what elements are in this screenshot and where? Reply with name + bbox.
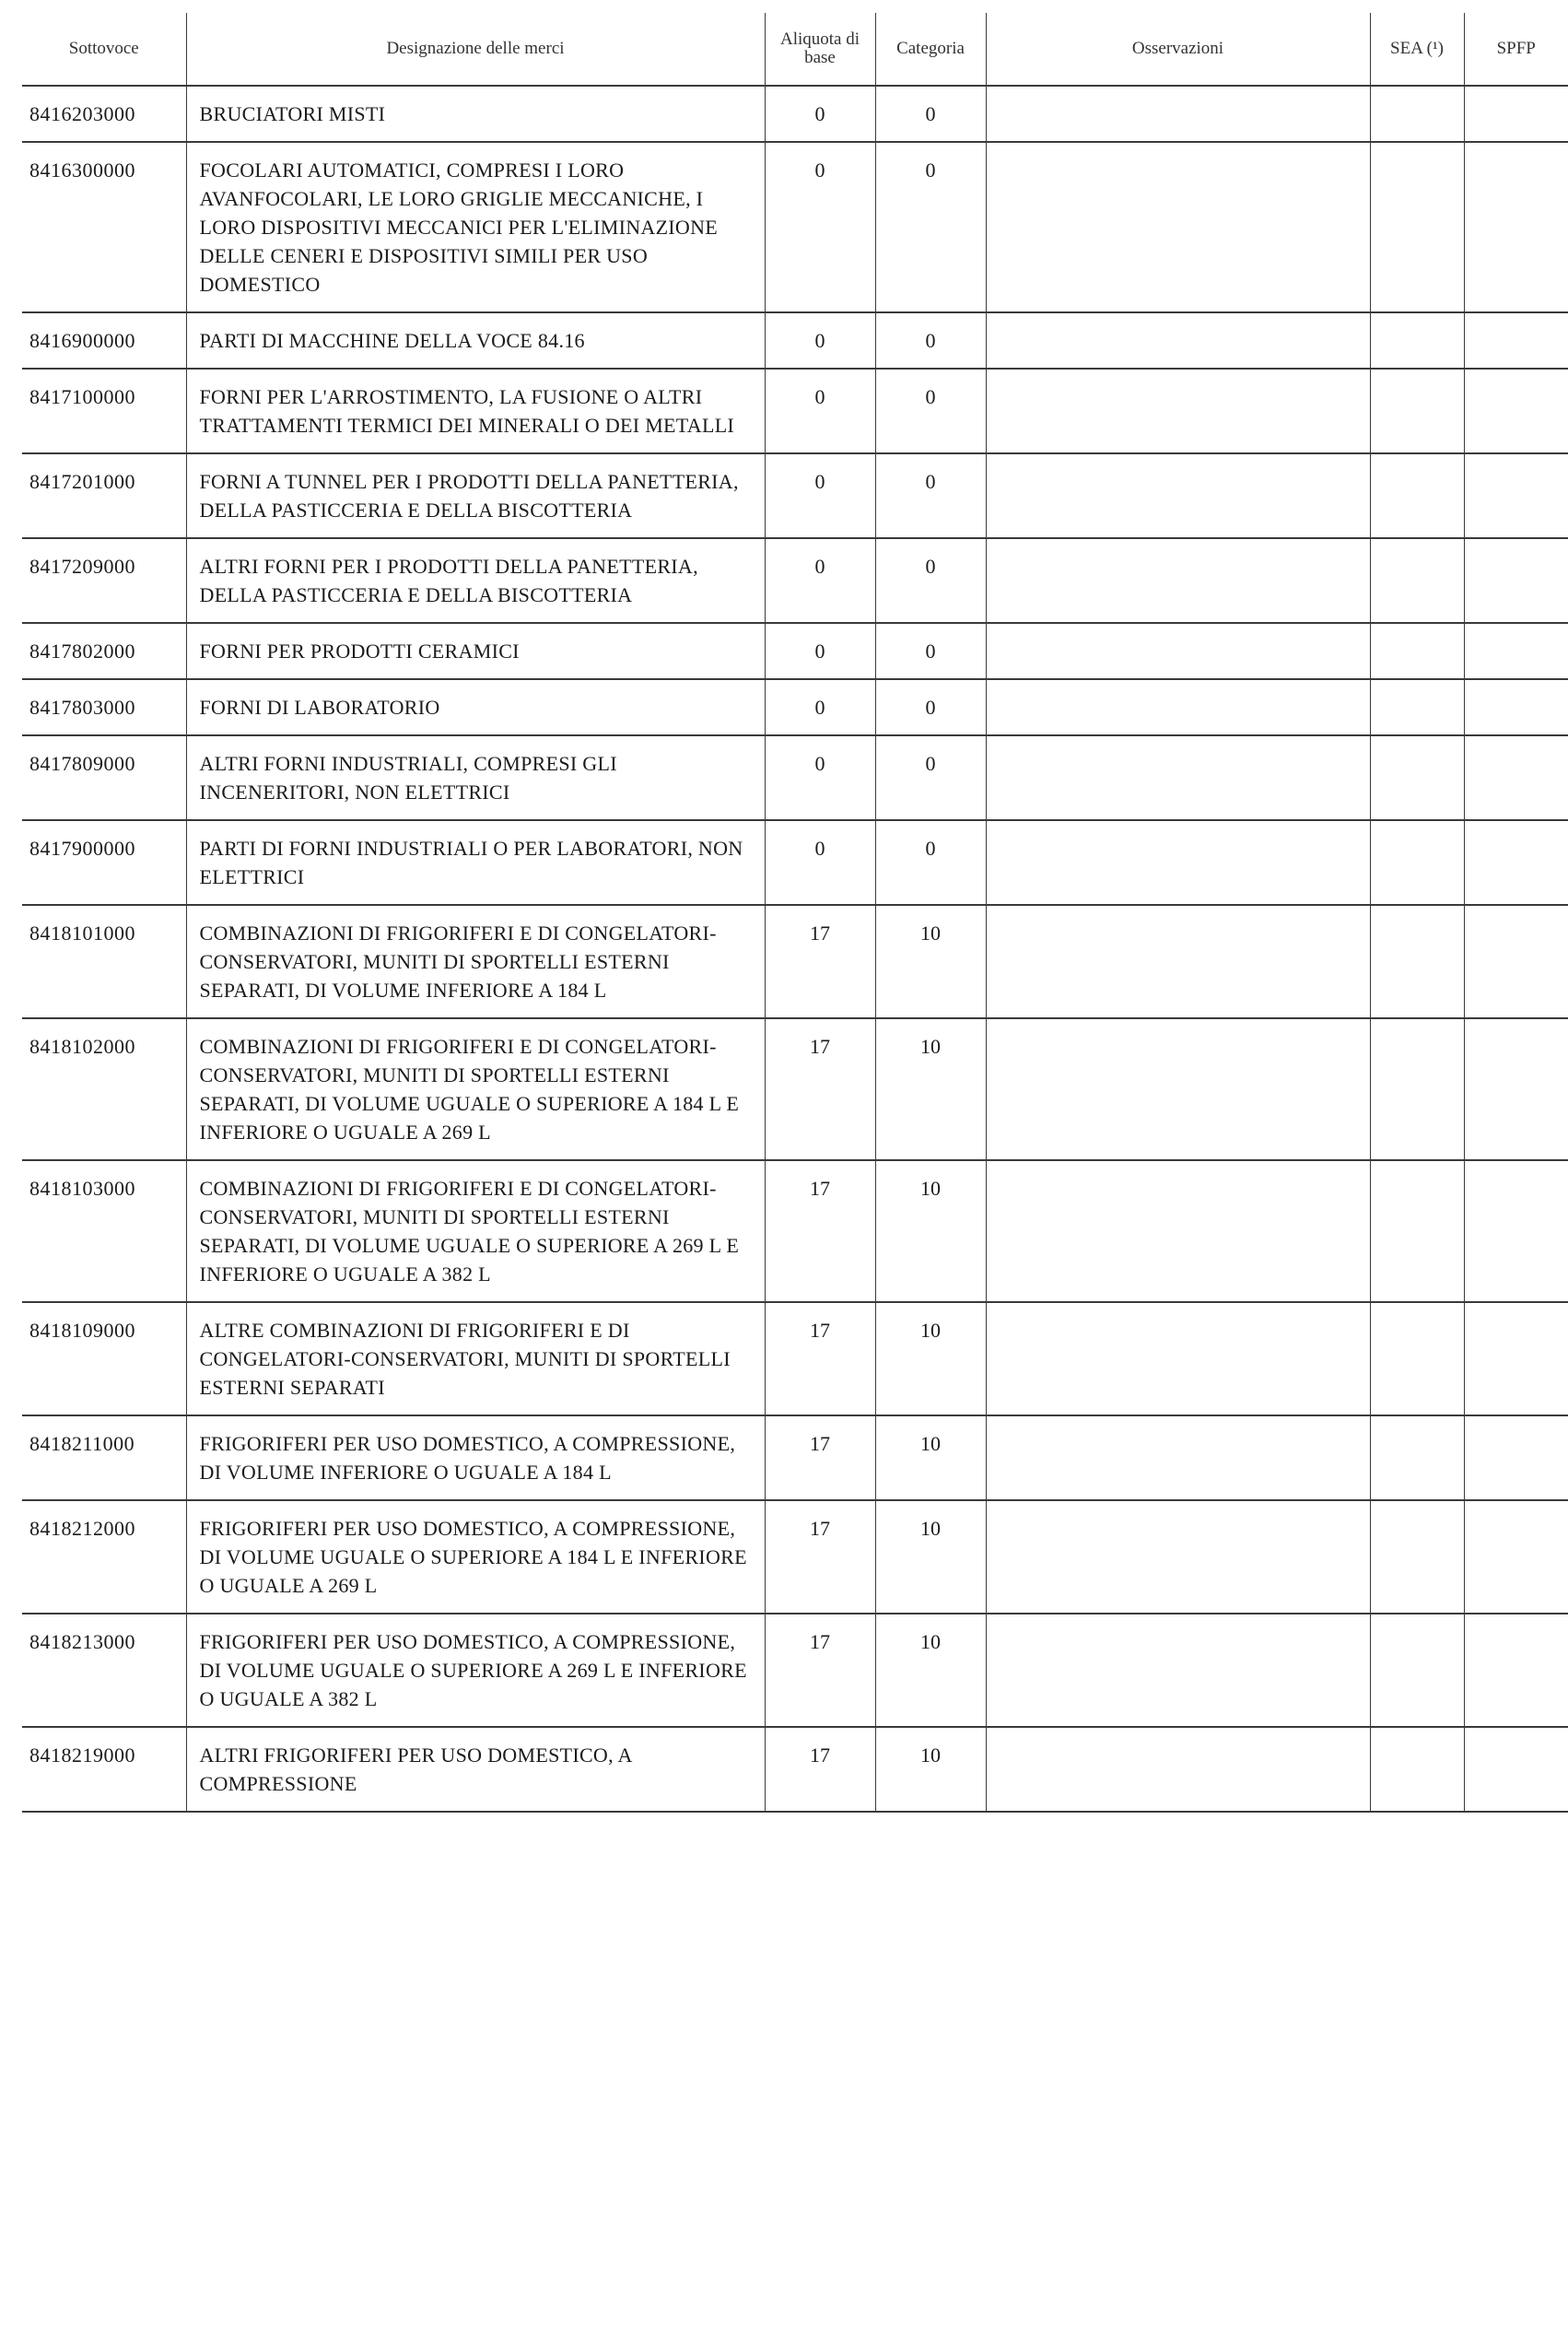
cell-osservazioni [986,1500,1370,1614]
cell-sea [1370,369,1464,453]
table-row [22,820,1568,905]
cell-sea [1370,905,1464,1018]
cell-spfp [1464,1018,1568,1160]
cell-spfp [1464,538,1568,623]
table-row [22,735,1568,820]
cell-designazione: ALTRI FORNI INDUSTRIALI, COMPRESI GLI INCENERITORI, NON ELETTRICI [186,735,765,820]
cell-designazione: FORNI PER PRODOTTI CERAMICI [186,623,765,679]
header-row [22,13,1568,86]
cell-sea [1370,312,1464,369]
cell-aliquota: 0 [765,86,875,142]
cell-categoria: 10 [875,1614,986,1727]
cell-sottovoce: 8418102000 [22,1018,186,1160]
table-row [22,679,1568,735]
cell-categoria: 0 [875,369,986,453]
cell-sottovoce: 8418212000 [22,1500,186,1614]
table-row [22,905,1568,1018]
table-body [22,86,1568,1812]
cell-designazione: FORNI PER L'ARROSTIMENTO, LA FUSIONE O ALTRI TRATTAMENTI TERMICI DEI MINERALI O DEI METALLI [186,369,765,453]
cell-spfp [1464,1614,1568,1727]
cell-sottovoce: 8417100000 [22,369,186,453]
cell-sea [1370,1500,1464,1614]
cell-sottovoce: 8417900000 [22,820,186,905]
cell-designazione: PARTI DI FORNI INDUSTRIALI O PER LABORATORI, NON ELETTRICI [186,820,765,905]
tariff-table [22,13,1568,1813]
cell-categoria: 10 [875,1160,986,1302]
cell-sottovoce: 8417803000 [22,679,186,735]
cell-designazione: ALTRI FRIGORIFERI PER USO DOMESTICO, A COMPRESSIONE [186,1727,765,1812]
cell-aliquota: 0 [765,538,875,623]
cell-osservazioni [986,820,1370,905]
cell-categoria: 0 [875,820,986,905]
cell-sea [1370,1302,1464,1415]
cell-designazione: COMBINAZIONI DI FRIGORIFERI E DI CONGELATORI-CONSERVATORI, MUNITI DI SPORTELLI ESTERNI SEPARATI, DI VOLUME INFERIORE A 184 L [186,905,765,1018]
cell-aliquota: 17 [765,1415,875,1500]
cell-sea [1370,1415,1464,1500]
cell-categoria: 0 [875,735,986,820]
cell-sea [1370,86,1464,142]
cell-spfp [1464,623,1568,679]
cell-osservazioni [986,1018,1370,1160]
cell-designazione: FRIGORIFERI PER USO DOMESTICO, A COMPRESSIONE, DI VOLUME UGUALE O SUPERIORE A 269 L E INFERIORE O UGUALE A 382 L [186,1614,765,1727]
cell-aliquota: 0 [765,679,875,735]
table-row [22,86,1568,142]
header-sottovoce: Sottovoce [22,13,186,86]
cell-categoria: 0 [875,538,986,623]
cell-categoria: 10 [875,1018,986,1160]
header-categoria: Categoria [875,13,986,86]
cell-sea [1370,1727,1464,1812]
cell-sottovoce: 8416300000 [22,142,186,312]
cell-sea [1370,1614,1464,1727]
cell-sottovoce: 8418213000 [22,1614,186,1727]
cell-aliquota: 0 [765,453,875,538]
cell-sea [1370,679,1464,735]
table-row [22,1302,1568,1415]
cell-spfp [1464,820,1568,905]
cell-osservazioni [986,1160,1370,1302]
cell-designazione: ALTRE COMBINAZIONI DI FRIGORIFERI E DI CONGELATORI-CONSERVATORI, MUNITI DI SPORTELLI ESTERNI SEPARATI [186,1302,765,1415]
cell-sottovoce: 8418109000 [22,1302,186,1415]
header-designazione: Designazione delle merci [186,13,765,86]
cell-sea [1370,735,1464,820]
cell-osservazioni [986,623,1370,679]
cell-categoria: 10 [875,1302,986,1415]
cell-aliquota: 17 [765,1302,875,1415]
cell-aliquota: 0 [765,820,875,905]
cell-categoria: 10 [875,1500,986,1614]
header-aliquota: Aliquota di base [765,13,875,86]
cell-sea [1370,623,1464,679]
cell-osservazioni [986,538,1370,623]
cell-sottovoce: 8416203000 [22,86,186,142]
cell-spfp [1464,905,1568,1018]
cell-aliquota: 0 [765,735,875,820]
cell-designazione: FRIGORIFERI PER USO DOMESTICO, A COMPRESSIONE, DI VOLUME UGUALE O SUPERIORE A 184 L E INFERIORE O UGUALE A 269 L [186,1500,765,1614]
cell-spfp [1464,312,1568,369]
table-row [22,1415,1568,1500]
cell-sottovoce: 8418219000 [22,1727,186,1812]
table-row [22,1614,1568,1727]
cell-sottovoce: 8416900000 [22,312,186,369]
cell-spfp [1464,1302,1568,1415]
cell-designazione: FORNI A TUNNEL PER I PRODOTTI DELLA PANETTERIA, DELLA PASTICCERIA E DELLA BISCOTTERIA [186,453,765,538]
cell-sottovoce: 8418211000 [22,1415,186,1500]
table-row [22,538,1568,623]
cell-sea [1370,453,1464,538]
cell-sottovoce: 8417201000 [22,453,186,538]
cell-osservazioni [986,1415,1370,1500]
cell-aliquota: 17 [765,1727,875,1812]
cell-osservazioni [986,86,1370,142]
cell-sottovoce: 8417802000 [22,623,186,679]
cell-aliquota: 17 [765,1614,875,1727]
cell-sea [1370,820,1464,905]
cell-designazione: PARTI DI MACCHINE DELLA VOCE 84.16 [186,312,765,369]
cell-categoria: 0 [875,679,986,735]
cell-categoria: 0 [875,453,986,538]
cell-osservazioni [986,1614,1370,1727]
cell-categoria: 0 [875,142,986,312]
tariff-document [22,13,1568,1813]
cell-sottovoce: 8417209000 [22,538,186,623]
cell-spfp [1464,1500,1568,1614]
cell-sea [1370,538,1464,623]
cell-spfp [1464,453,1568,538]
cell-spfp [1464,1160,1568,1302]
table-row [22,1727,1568,1812]
cell-sea [1370,1018,1464,1160]
cell-sottovoce: 8418103000 [22,1160,186,1302]
cell-categoria: 0 [875,623,986,679]
table-row [22,312,1568,369]
table-row [22,1500,1568,1614]
cell-sea [1370,1160,1464,1302]
cell-spfp [1464,679,1568,735]
table-row [22,142,1568,312]
cell-designazione: ALTRI FORNI PER I PRODOTTI DELLA PANETTERIA, DELLA PASTICCERIA E DELLA BISCOTTERIA [186,538,765,623]
cell-designazione: FORNI DI LABORATORIO [186,679,765,735]
cell-osservazioni [986,1727,1370,1812]
table-row [22,369,1568,453]
table-row [22,1160,1568,1302]
cell-aliquota: 0 [765,142,875,312]
cell-designazione: COMBINAZIONI DI FRIGORIFERI E DI CONGELATORI-CONSERVATORI, MUNITI DI SPORTELLI ESTERNI SEPARATI, DI VOLUME UGUALE O SUPERIORE A 184 L E INFERIORE O UGUALE A 269 L [186,1018,765,1160]
table-row [22,1018,1568,1160]
cell-categoria: 0 [875,312,986,369]
cell-spfp [1464,86,1568,142]
cell-categoria: 10 [875,1415,986,1500]
cell-designazione: FRIGORIFERI PER USO DOMESTICO, A COMPRESSIONE, DI VOLUME INFERIORE O UGUALE A 184 L [186,1415,765,1500]
header-sea: SEA (¹) [1370,13,1464,86]
cell-osservazioni [986,905,1370,1018]
header-spfp: SPFP [1464,13,1568,86]
cell-aliquota: 0 [765,369,875,453]
cell-aliquota: 0 [765,312,875,369]
cell-spfp [1464,735,1568,820]
cell-osservazioni [986,679,1370,735]
header-osservazioni: Osservazioni [986,13,1370,86]
cell-spfp [1464,369,1568,453]
cell-sottovoce: 8417809000 [22,735,186,820]
cell-spfp [1464,1727,1568,1812]
cell-osservazioni [986,735,1370,820]
cell-designazione: COMBINAZIONI DI FRIGORIFERI E DI CONGELATORI-CONSERVATORI, MUNITI DI SPORTELLI ESTERNI SEPARATI, DI VOLUME UGUALE O SUPERIORE A 269 L E INFERIORE O UGUALE A 382 L [186,1160,765,1302]
cell-aliquota: 0 [765,623,875,679]
cell-aliquota: 17 [765,1500,875,1614]
cell-osservazioni [986,142,1370,312]
cell-osservazioni [986,312,1370,369]
cell-categoria: 10 [875,905,986,1018]
table-row [22,453,1568,538]
cell-sottovoce: 8418101000 [22,905,186,1018]
cell-osservazioni [986,1302,1370,1415]
cell-aliquota: 17 [765,1160,875,1302]
cell-sea [1370,142,1464,312]
cell-spfp [1464,142,1568,312]
cell-aliquota: 17 [765,1018,875,1160]
table-row [22,623,1568,679]
cell-osservazioni [986,453,1370,538]
cell-osservazioni [986,369,1370,453]
cell-categoria: 10 [875,1727,986,1812]
cell-categoria: 0 [875,86,986,142]
cell-spfp [1464,1415,1568,1500]
cell-designazione: FOCOLARI AUTOMATICI, COMPRESI I LORO AVANFOCOLARI, LE LORO GRIGLIE MECCANICHE, I LORO DISPOSITIVI MECCANICI PER L'ELIMINAZIONE DELLE CENERI E DISPOSITIVI SIMILI PER USO DOMESTICO [186,142,765,312]
cell-aliquota: 17 [765,905,875,1018]
cell-designazione: BRUCIATORI MISTI [186,86,765,142]
